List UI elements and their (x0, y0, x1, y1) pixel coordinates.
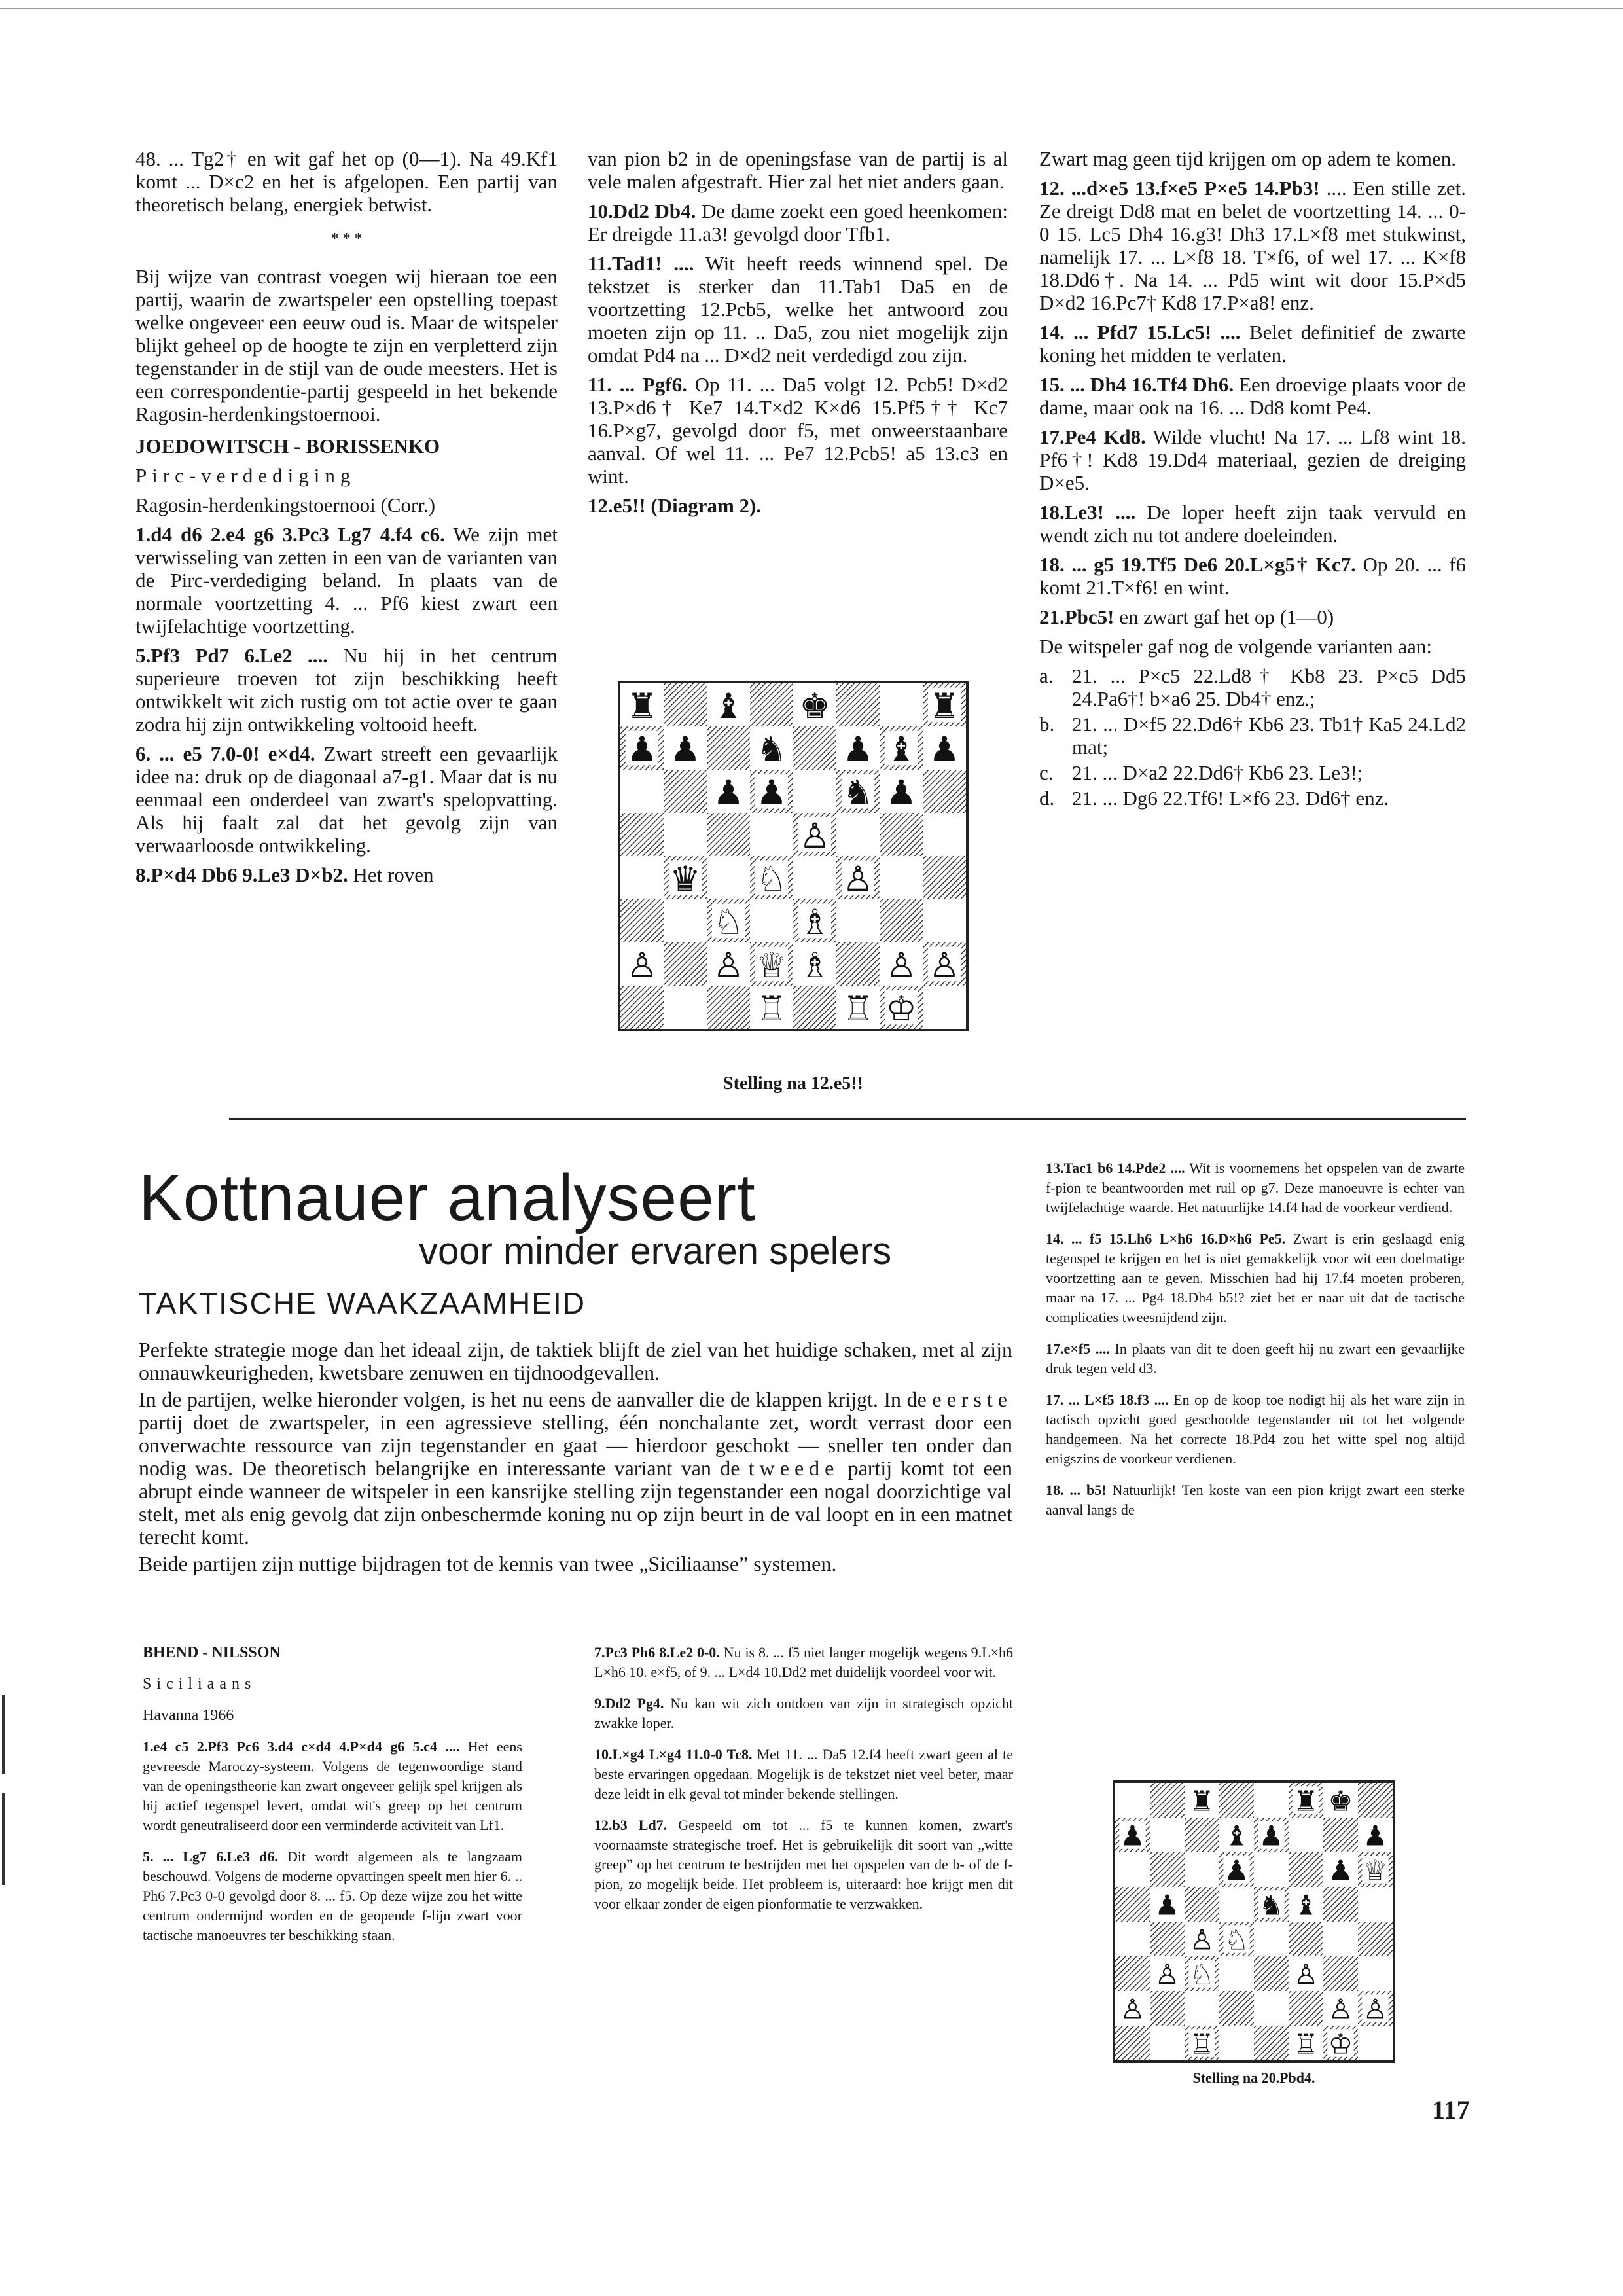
dark-square (1185, 1887, 1219, 1922)
paragraph: 11.Tad1! .... Wit heeft reeds winnend spel. De tekstzet is sterker dan 11.Tab1 Da5 en de voortzetting 12.Pcb5, welke het antwoord zou moeten zijn op 11. .. Da5, zou niet mogelijk zijn omdat Pd4 na ... D×d2 neit verdedigd zou zijn. (588, 252, 1008, 367)
dark-square (750, 683, 793, 726)
paragraph: 18. ... b5! Natuurlijk! Ten koste van een pion krijgt zwart een sterke aanval langs de (1046, 1482, 1465, 1518)
chess-piece-b5: ♟ (1154, 1889, 1180, 1922)
chess-piece-a7: ♟ (1120, 1820, 1145, 1852)
light-square (750, 813, 793, 856)
light-square (1254, 1922, 1289, 1956)
chess-piece-b3: ♙ (1154, 1958, 1180, 1991)
article-title: Kottnauer analyseert (139, 1161, 756, 1234)
light-square (1219, 1887, 1254, 1922)
dark-square (620, 986, 664, 1029)
dark-square (1323, 1818, 1358, 1852)
chess-piece-h6: ♕ (1363, 1854, 1388, 1887)
paragraph: 9.Dd2 Pg4. Nu kan wit zich ontdoen van zijn in strategisch opzicht zwakke loper. (594, 1695, 1013, 1731)
chess-piece-d7: ♝ (1224, 1820, 1249, 1852)
variant-a: a. 21. ... P×c5 22.Ld8† Kb8 23. P×c5 Dd5 24.Pa6†! b×a6 25. Db4† enz.; (1039, 664, 1466, 710)
dark-square (923, 770, 966, 813)
paragraph: 12. ...d×e5 13.f×e5 P×e5 14.Pb3! .... Een stille zet. Ze dreigt Dd8 mat en belet de voortzetting 14. ... 0-0 15. Lc5 Dh4 16.g3! Dh3 17.L×f8 met stukwinst, namelijk 17. ... L×f8 18. T×f6, of wel 17. ... K×f8 18.Dd6†. Na 14. ... Pd5 wint wit door 15.P×d5 D×d2 16.Pc7† Kd8 17.P×a8! enz. (1039, 177, 1466, 314)
light-square (923, 986, 966, 1029)
light-square (1185, 1991, 1219, 2026)
dark-square (620, 899, 664, 942)
paragraph: 15. ... Dh4 16.Tf4 Dh6. Een droevige plaats voor de dame, maar ook na 16. ... Dd8 komt Pe4. (1039, 373, 1466, 419)
chess-diagram-2 (1113, 1780, 1395, 2063)
paragraph: Bij wijze van contrast voegen wij hieraan toe een partij, waarin de zwartspeler een opstelling toepast welke ongeveer een eeuw oud is. Maar de witspeler blijkt geheel op de hoogte te zijn en verpletterd zijn tegenstander in de stijl van de oude meesters. Het is een correspondentie-partij gespeeld in het bekende Ragosin-herdenkingstoernooi. (135, 265, 558, 425)
chess-piece-g6: ♟ (1328, 1854, 1353, 1887)
chess-piece-f1: ♖ (1293, 2028, 1319, 2060)
chess-piece-e8: ♚ (799, 686, 830, 726)
dark-square (664, 770, 707, 813)
opening-name: Pirc-verdediging (135, 464, 356, 487)
light-square (664, 813, 707, 856)
diagram-caption: Stelling na 20.Pbd4. (1192, 2070, 1315, 2086)
light-square (707, 856, 750, 899)
chess-piece-d6: ♟ (756, 772, 787, 813)
chess-piece-a2: ♙ (1120, 1993, 1145, 2026)
dark-square (707, 986, 750, 1029)
light-square (1115, 1922, 1150, 1956)
chess-piece-f1: ♖ (842, 988, 874, 1029)
chess-piece-f5: ♝ (1293, 1889, 1319, 1922)
chess-piece-b4: ♛ (669, 859, 701, 899)
dark-square (707, 726, 750, 770)
light-square (1254, 1991, 1289, 2026)
chess-piece-c4: ♙ (1189, 1924, 1215, 1956)
dark-square (1323, 1887, 1358, 1922)
paragraph: 14. ... f5 15.Lh6 L×h6 16.D×h6 Pe5. Zwart is erin geslaagd enig tegenspel te krijgen en het is niet gemakkelijk voor wit een doelmatige voortzetting aan te geven. Misschien had hij 17.f4 moeten proberen, maar na 17. ... Pg4 18.Dh4 b5!? ziet het er naar uit dat de tactische complicaties tweesnijdend zijn. (1046, 1230, 1465, 1325)
chess-piece-c3: ♘ (713, 902, 744, 942)
dark-square (620, 813, 664, 856)
paragraph: 5.Pf3 Pd7 6.Le2 .... Nu hij in het centrum superieure troeven tot zijn beschikking heeft ontwikkelt wit zich rustig om tot actie over te gaan zodra hij zijn ontwikkeling voltooid heeft. (135, 644, 558, 736)
paragraph: De witspeler gaf nog de volgende varianten aan: (1039, 635, 1432, 658)
light-square (1219, 2026, 1254, 2060)
chess-piece-e7: ♟ (1258, 1820, 1284, 1852)
chess-piece-g1: ♔ (1328, 2028, 1353, 2060)
dark-square (1115, 2026, 1150, 2060)
dark-square (1254, 2026, 1289, 2060)
light-square (1150, 1818, 1185, 1852)
dark-square (1150, 1922, 1185, 1956)
dark-square (1219, 1991, 1254, 2026)
bottom-column-3 (1046, 1158, 1465, 1532)
chessboard-1 (620, 683, 966, 1029)
light-square (664, 986, 707, 1029)
dark-square (836, 683, 880, 726)
chess-piece-c2: ♙ (713, 945, 744, 986)
chess-piece-b7: ♟ (669, 729, 701, 770)
light-square (1289, 1818, 1323, 1852)
light-square (1115, 1783, 1150, 1818)
dark-square (793, 726, 836, 770)
dark-square (1323, 1956, 1358, 1991)
chess-piece-e5: ♙ (799, 816, 830, 856)
chess-piece-h2: ♙ (929, 945, 960, 986)
section-heading: TAKTISCHE WAAKZAAMHEID (139, 1286, 586, 1320)
light-square (793, 770, 836, 813)
chess-piece-g2: ♙ (1328, 1993, 1353, 2026)
chess-piece-d4: ♘ (1224, 1924, 1249, 1956)
chess-piece-a8: ♜ (626, 686, 658, 726)
paragraph: Zwart mag geen tijd krijgen om op adem te komen. (1039, 147, 1457, 170)
chess-piece-e3: ♗ (799, 902, 830, 942)
light-square (1115, 1852, 1150, 1887)
paragraph: 17. ... L×f5 18.f3 .... En op de koop toe nodigt hij als het ware zijn in tactisch opzicht goed geschoolde tegenstander uit tot het volgende handgemeen. Na het correcte 18.Pd4 zou het witte spel nog altijd enigszins de voorkeur verdienen. (1046, 1391, 1465, 1467)
variant-b: b. 21. ... D×f5 22.Dd6† Kb6 23. Tb1† Ka5 24.Ld2 mat; (1039, 713, 1466, 759)
chess-piece-f4: ♙ (842, 859, 874, 899)
paragraph: 6. ... e5 7.0-0! e×d4. Zwart streeft een gevaarlijk idee na: druk op de diagonaal a7-g1. Maar dat is nu eenmaal een onderdeel van zwart's spelopvatting. Als hij faalt zal dat het gevolg zijn van verwaarloosde ontwikkeling. (135, 742, 558, 857)
event-name: Havanna 1966 (143, 1707, 234, 1724)
light-square (620, 770, 664, 813)
light-square (836, 813, 880, 856)
chess-piece-d1: ♖ (756, 988, 787, 1029)
dark-square (707, 813, 750, 856)
paragraph: 8.P×d4 Db6 9.Le3 D×b2. Het roven (135, 863, 434, 886)
diagram-caption: Stelling na 12.e5!! (723, 1073, 863, 1094)
paragraph: 48. ... Tg2† en wit gaf het op (0—1). Na 49.Kf1 komt ... D×c2 en het is afgelopen. Een partij van theoretisch belang, energiek betwist. (135, 147, 558, 216)
game-title: BHEND - NILSSON (143, 1644, 281, 1661)
dark-square (1358, 1783, 1393, 1818)
dark-square (664, 942, 707, 986)
paragraph: 7.Pc3 Ph6 8.Le2 0-0. Nu is 8. ... f5 niet langer mogelijk wegens 9.L×h6 L×h6 10. e×f5, of 9. ... L×d4 10.Dd2 met duidelijk voordeel voor wit. (594, 1644, 1013, 1680)
dark-square (1115, 1887, 1150, 1922)
light-square (1219, 1956, 1254, 1991)
paragraph: 14. ... Pfd7 15.Lc5! .... Belet definitief de zwarte koning het midden te verlaten. (1039, 321, 1466, 367)
game-title: JOEDOWITSCH - BORISSENKO (135, 435, 440, 457)
chess-piece-c8: ♜ (1189, 1785, 1215, 1818)
variant-d: d. 21. ... Dg6 22.Tf6! L×f6 23. Dd6† enz. (1039, 787, 1389, 810)
chess-piece-c6: ♟ (713, 772, 744, 813)
light-square (1323, 1922, 1358, 1956)
paragraph: 10.L×g4 L×g4 11.0-0 Tc8. Met 11. ... Da5 12.f4 heeft zwart geen al te beste ervaringen opgedaan. Mogelijk is de tekstzet niet veel beter, maar deze leidt in elk geval tot minder bekende stellingen. (594, 1746, 1013, 1802)
article-subtitle: voor minder ervaren spelers (419, 1230, 892, 1272)
paragraph: 5. ... Lg7 6.Le3 d6. Dit wordt algemeen als te langzaam beschouwd. Volgens de moderne opvattingen speelt men hier 6. .. Ph6 7.Pc3 0-0 gevolgd door 8. ... f5. Op deze wijze zou het witte centrum ondermijnd worden en de geopende f-lijn zwart voor tactische manoeuvres ter beschikking staan. (143, 1848, 522, 1943)
chess-piece-d4: ♘ (756, 859, 787, 899)
dark-square (880, 813, 923, 856)
dark-square (793, 986, 836, 1029)
light-square (1358, 1887, 1393, 1922)
chess-piece-d7: ♞ (756, 729, 787, 770)
margin-mark (2, 1695, 5, 1774)
chess-piece-c1: ♖ (1189, 2028, 1215, 2060)
chess-piece-h7: ♟ (1363, 1820, 1388, 1852)
dark-square (1289, 1922, 1323, 1956)
light-square (1150, 2026, 1185, 2060)
light-square (923, 899, 966, 942)
dark-square (1115, 1956, 1150, 1991)
chess-piece-e2: ♗ (799, 945, 830, 986)
light-square (923, 813, 966, 856)
light-square (880, 683, 923, 726)
separator: * * * (330, 230, 363, 247)
chess-piece-a7: ♟ (626, 729, 658, 770)
light-square (1254, 1852, 1289, 1887)
chess-piece-f8: ♜ (1293, 1785, 1319, 1818)
paragraph: 11. ... Pgf6. Op 11. ... Da5 volgt 12. Pcb5! D×d2 13.P×d6† Ke7 14.T×d2 K×d6 15.Pf5†† Kc7 16.P×g7, gevolgd door f5, met onweerstaanbare aanval. Of wel 11. ... Pe7 12.Pcb5! a5 13.c3 en wint. (588, 373, 1008, 488)
dark-square (1219, 1783, 1254, 1818)
dark-square (664, 683, 707, 726)
paragraph: 17.Pe4 Kd8. Wilde vlucht! Na 17. ... Lf8 wint 18. Pf6†! Kd8 19.Dd4 materiaal, gezien de dreiging D×e5. (1039, 425, 1466, 494)
paragraph: 13.Tac1 b6 14.Pde2 .... Wit is voornemens het opspelen van de zwarte f-pion te beantwoorden met ruil op g7. Deze manoeuvre is echter van twijfelachtige waarde. Het natuurlijke 14.f4 had de voorkeur verdiend. (1046, 1160, 1465, 1215)
column-3 (1039, 147, 1466, 812)
light-square (664, 899, 707, 942)
paragraph: 12.b3 Ld7. Gespeeld om tot ... f5 te kunnen komen, zwart's voornaamste strategische troef. Het is gebruikelijk dit soort van „witte greep” op het centrum te bestrijden met het opspelen van de b- of de f-pion, zo mogelijk beide. Het probleem is, uiteraard: hoe krijgt men dit voor elkaar zonder de eigen pionformatie te verzwakken. (594, 1817, 1013, 1912)
light-square (1185, 1852, 1219, 1887)
dark-square (880, 899, 923, 942)
section-divider (229, 1118, 1466, 1120)
dark-square (1289, 1991, 1323, 2026)
light-square (1254, 1783, 1289, 1818)
bottom-column-2 (594, 1643, 1013, 1926)
paragraph: 21.Pbc5! en zwart gaf het op (1—0) (1039, 605, 1334, 628)
chessboard-2 (1115, 1783, 1393, 2060)
chess-piece-f7: ♟ (842, 729, 874, 770)
paragraph: van pion b2 in de openingsfase van de partij is al vele malen afgestraft. Hier zal het niet anders gaan. (588, 147, 1008, 193)
variant-c: c. 21. ... D×a2 22.Dd6† Kb6 23. Le3!; (1039, 761, 1363, 784)
chess-piece-f3: ♙ (1293, 1958, 1319, 1991)
dark-square (1150, 1991, 1185, 2026)
chess-piece-g2: ♙ (885, 945, 917, 986)
chess-piece-a2: ♙ (626, 945, 658, 986)
chess-piece-g1: ♔ (885, 988, 917, 1029)
event-name: Ragosin-herdenkingstoernooi (Corr.) (135, 493, 436, 516)
chess-piece-g8: ♚ (1328, 1785, 1353, 1818)
intro-paragraph: In de partijen, welke hieronder volgen, is het nu eens de aanvaller die de klappen krijgt. In de eerste partij doet de zwartspeler, in een agressieve stelling, één nonchalante zet, wordt verrast door een onverwachte ressource van zijn tegenstander en gaat — hierdoor geschokt — sneller ten onder dan nodig was. De theoretisch belangrijke en interessante variant van de tweede partij komt tot een abrupt einde wanneer de witspeler in een kansrijke stelling zijn tegenstander een nogal doorzichtige val stelt, met als enig gevolg dat zijn onbeschermde koning nu op zijn beurt in de val loopt en in een matnet terecht komt. (139, 1388, 1013, 1549)
dark-square (1254, 1956, 1289, 1991)
paragraph: 18.Le3! .... De loper heeft zijn taak vervuld en wendt zich nu tot andere doeleinden. (1039, 501, 1466, 547)
chess-piece-c8: ♝ (713, 686, 744, 726)
chess-piece-c3: ♘ (1189, 1958, 1215, 1991)
chess-piece-e5: ♞ (1258, 1889, 1284, 1922)
paragraph: 17.e×f5 .... In plaats van dit te doen geeft hij nu zwart een gevaarlijke druk tegen veld d3. (1046, 1340, 1465, 1376)
column-1 (135, 147, 558, 893)
chess-piece-d6: ♟ (1224, 1854, 1249, 1887)
chess-piece-h7: ♟ (929, 729, 960, 770)
intro-paragraph: Perfekte strategie moge dan het ideaal zijn, de taktiek blijft de ziel van het huidige schaken, met al zijn onnauwkeurigheden, kwetsbare zenuwen en tijdnoodgevallen. (139, 1338, 1012, 1384)
chess-piece-h2: ♙ (1363, 1993, 1388, 2026)
paragraph: 10.Dd2 Db4. De dame zoekt een goed heenkomen: Er dreigde 11.a3! gevolgd door Tfb1. (588, 200, 1008, 245)
dark-square (836, 942, 880, 986)
dark-square (923, 856, 966, 899)
light-square (793, 856, 836, 899)
chess-piece-d2: ♕ (756, 945, 787, 986)
paragraph: 1.d4 d6 2.e4 g6 3.Pc3 Lg7 4.f4 c6. We zijn met verwisseling van zetten in een van de varianten van de Pirc-verdediging beland. In plaats van de normale voortzetting 4. ... Pf6 kiest zwart een twijfelachtige voortzetting. (135, 523, 558, 637)
light-square (1358, 1956, 1393, 1991)
dark-square (1185, 1818, 1219, 1852)
light-square (880, 856, 923, 899)
dark-square (1358, 1922, 1393, 1956)
dark-square (1150, 1852, 1185, 1887)
chess-piece-f6: ♞ (842, 772, 874, 813)
chess-diagram-1 (618, 681, 969, 1031)
paragraph: 1.e4 c5 2.Pf3 Pc6 3.d4 c×d4 4.P×d4 g6 5.c4 .... Het eens gevreesde Maroczy-systeem. Volgens de tegenwoordige stand van de openingstheorie kan zwart ongeveer gelijk spel krijgen als hij actief tegenspel levert, omdat wit's greep op het centrum wordt geneutraliseerd door een verminderde activiteit van Lf1. (143, 1738, 522, 1833)
intro-paragraph: Beide partijen zijn nuttige bijdragen tot de kennis van twee „Siciliaanse” systemen. (139, 1552, 837, 1575)
column-2 (588, 147, 1008, 524)
top-rule (0, 8, 1623, 9)
dark-square (1150, 1783, 1185, 1818)
light-square (836, 899, 880, 942)
margin-mark (2, 1793, 5, 1885)
chess-piece-h8: ♜ (929, 686, 960, 726)
paragraph: 18. ... g5 19.Tf5 De6 20.L×g5† Kc7. Op 20. ... f6 komt 21.T×f6! en wint. (1039, 553, 1466, 599)
article-intro (139, 1338, 1012, 1579)
light-square (750, 899, 793, 942)
page-number: 117 (1432, 2095, 1470, 2125)
chess-piece-g6: ♟ (885, 772, 917, 813)
dark-square (1289, 1852, 1323, 1887)
light-square (620, 856, 664, 899)
chess-piece-g7: ♝ (885, 729, 917, 770)
paragraph: 12.e5!! (Diagram 2). (588, 494, 762, 517)
bottom-column-1 (143, 1643, 522, 1957)
opening-name: Siciliaans (143, 1676, 257, 1693)
light-square (1358, 2026, 1393, 2060)
